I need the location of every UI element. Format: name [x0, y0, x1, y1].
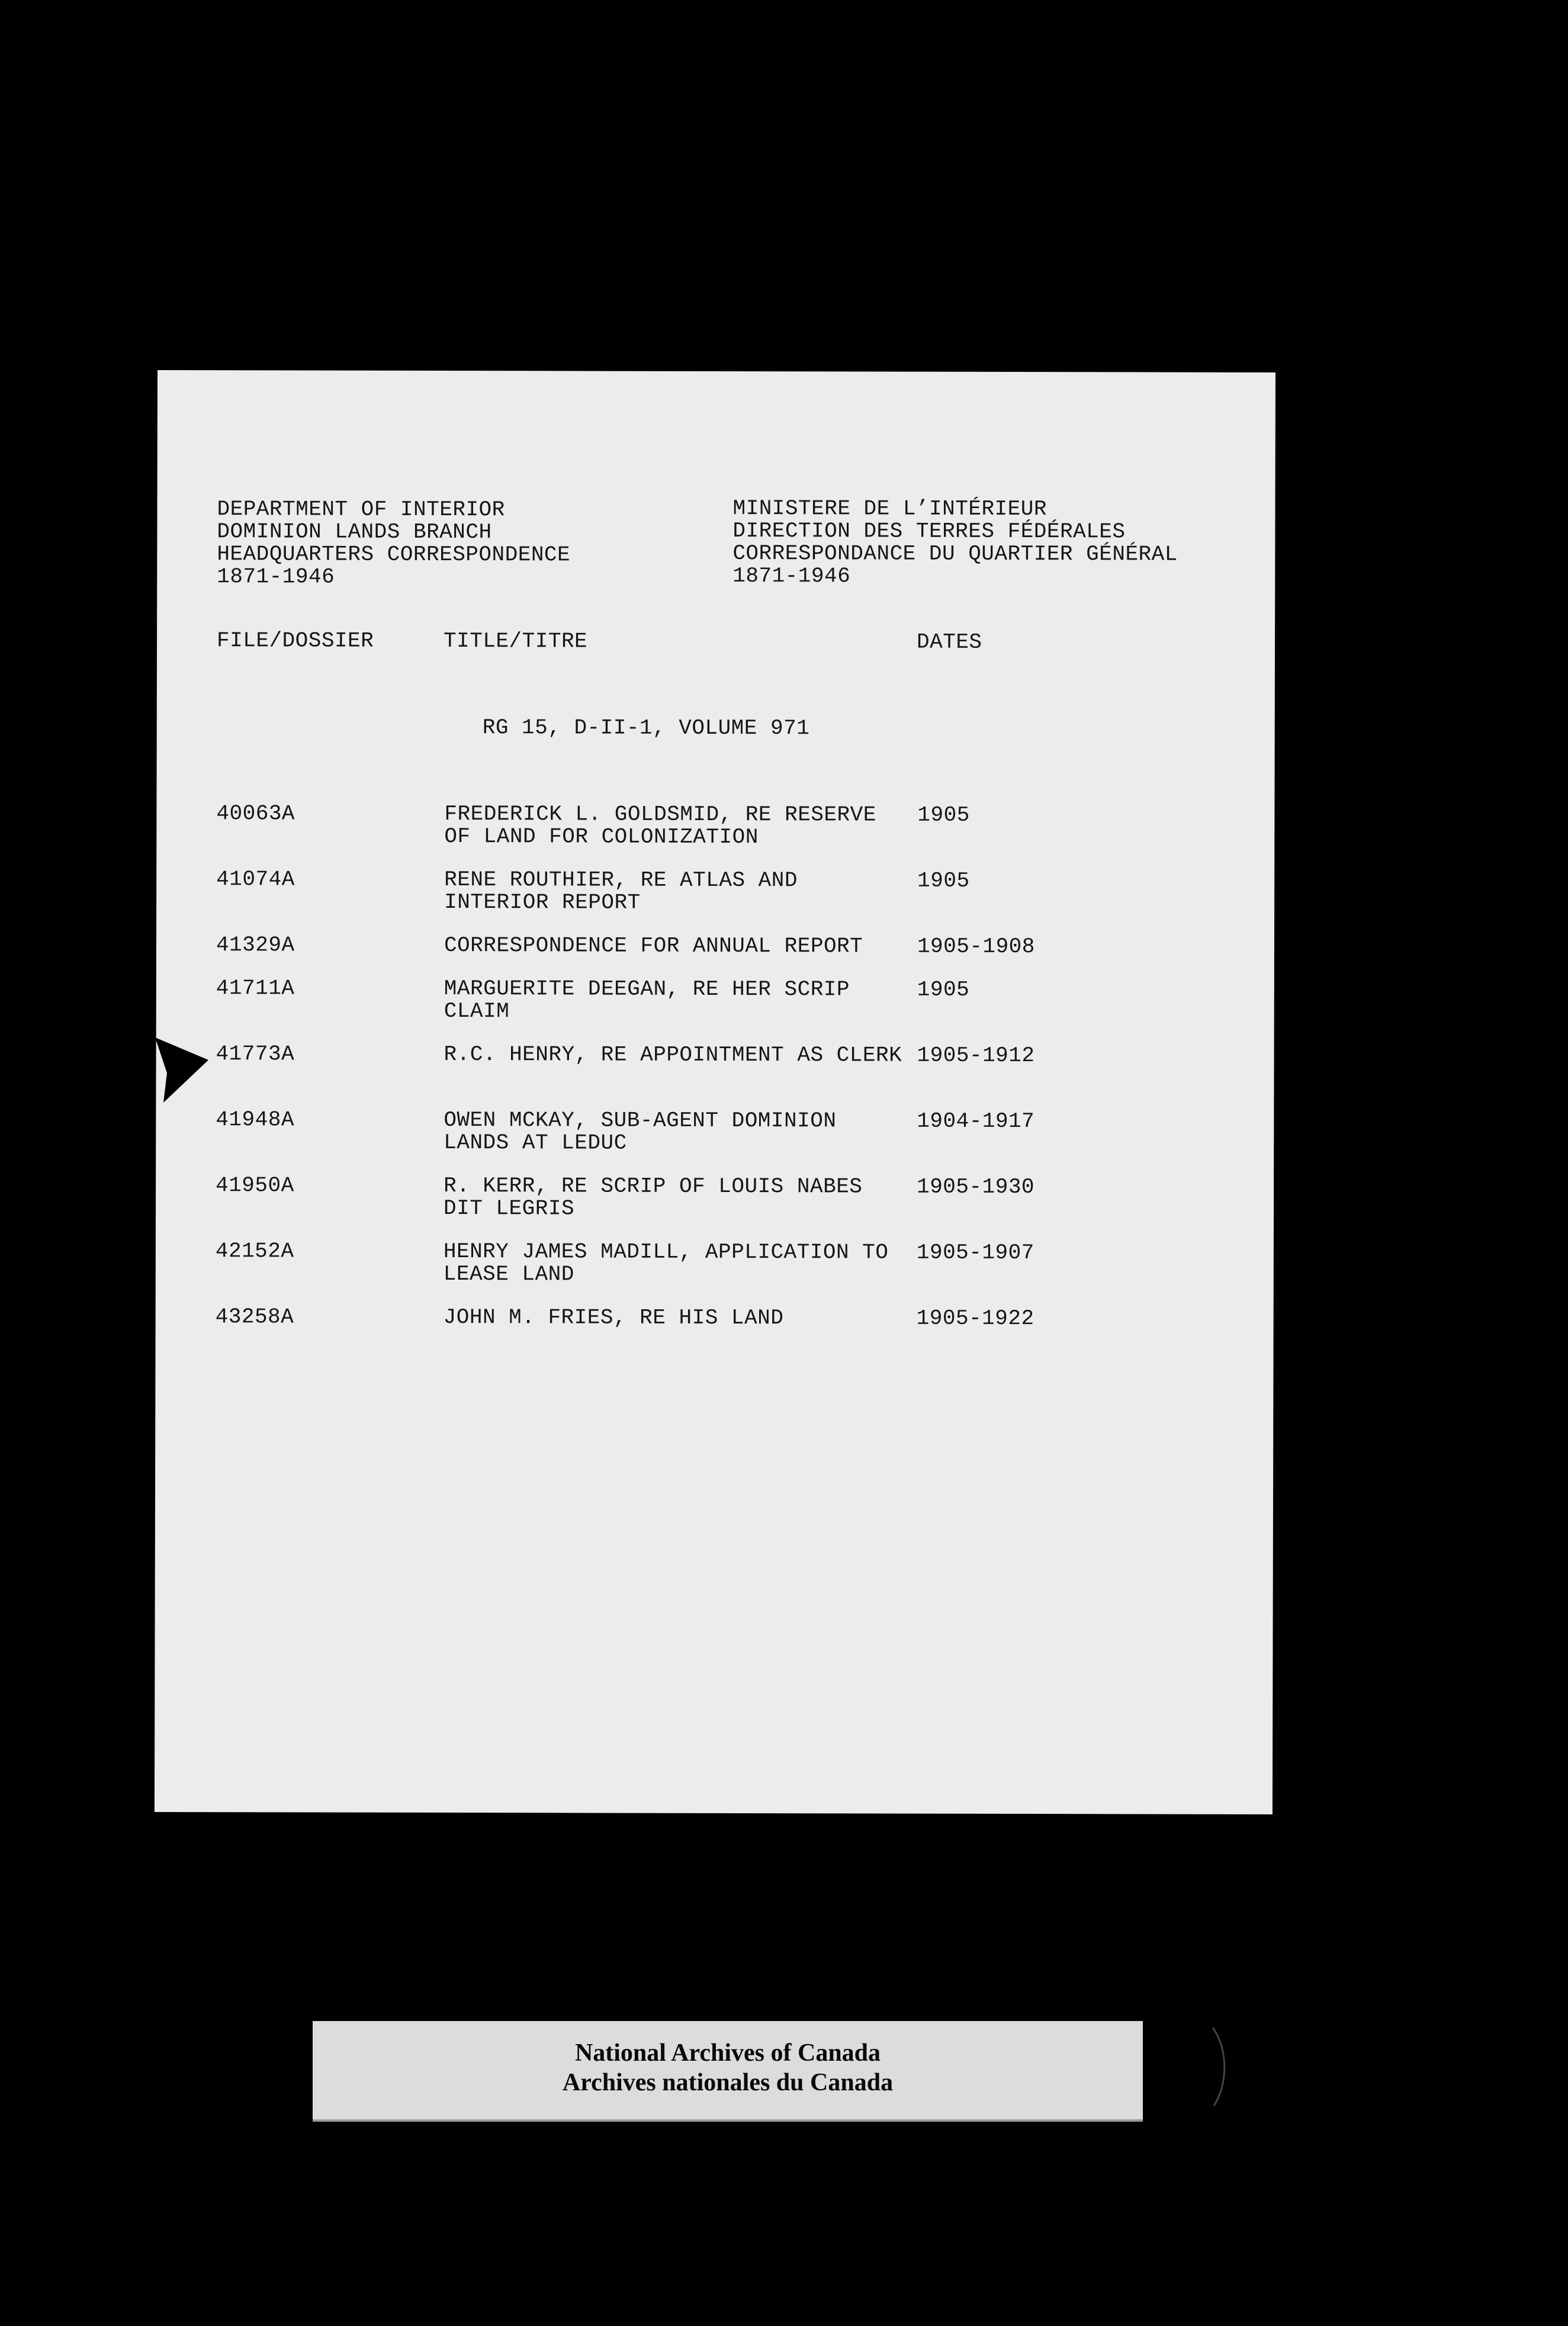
entry-title: R. KERR, RE SCRIP OF LOUIS NABES DIT LEGRIS [443, 1174, 863, 1221]
stamp-line-english: National Archives of Canada [574, 2039, 881, 2067]
entry-title: MARGUERITE DEEGAN, RE HER SCRIP CLAIM [444, 976, 850, 1024]
entry-dates: 1905 [917, 977, 970, 1002]
list-item [156, 1042, 1274, 1068]
header-french [732, 497, 1178, 589]
entry-title: HENRY JAMES MADILL, APPLICATION TO LEASE LAND [443, 1239, 889, 1287]
entry-dates: 1905-1930 [917, 1174, 1035, 1200]
entry-dates: 1905-1912 [917, 1043, 1035, 1068]
archives-stamp [313, 2021, 1143, 2122]
header-line: MINISTERE DE L’INTÉRIEUR [732, 496, 1048, 522]
entry-dates: 1904-1917 [917, 1109, 1035, 1134]
entry-title: OWEN MCKAY, SUB-AGENT DOMINION LANDS AT LEDUC [444, 1108, 837, 1155]
entry-dates: 1905 [917, 802, 970, 827]
entry-dates: 1905-1908 [917, 934, 1035, 959]
column-header-dates: DATES [916, 629, 982, 654]
file-number: 40063A [216, 801, 295, 826]
entry-dates: 1905-1922 [916, 1306, 1034, 1331]
file-number: 41948A [216, 1107, 295, 1132]
entry-title: FREDERICK L. GOLDSMID, RE RESERVE OF LAND FOR COLONIZATION [444, 802, 876, 850]
entry-title: CORRESPONDENCE FOR ANNUAL REPORT [444, 933, 863, 959]
column-header-title: TITLE/TITRE [443, 629, 588, 654]
header-line: CORRESPONDANCE DU QUARTIER GÉNÉRAL [732, 541, 1178, 567]
entries-list [156, 801, 1274, 1331]
entry-title: R.C. HENRY, RE APPOINTMENT AS CLERK [444, 1042, 902, 1068]
file-number: 41773A [216, 1042, 295, 1066]
list-item [156, 933, 1274, 959]
list-item [156, 1305, 1274, 1331]
file-number: 41950A [216, 1173, 294, 1198]
document-page [155, 370, 1275, 1814]
list-item [156, 1107, 1274, 1155]
file-number: 42152A [215, 1239, 294, 1264]
list-item [156, 1239, 1274, 1287]
entry-dates: 1905-1907 [916, 1240, 1034, 1265]
column-header-file: FILE/DOSSIER [217, 628, 374, 653]
file-number: 43258A [215, 1305, 294, 1329]
header-line: 1871-1946 [732, 564, 851, 589]
entry-title: JOHN M. FRIES, RE HIS LAND [443, 1305, 784, 1331]
stamp-line-french: Archives nationales du Canada [562, 2069, 894, 2096]
list-item [156, 976, 1274, 1024]
header-line: DEPARTMENT OF INTERIOR [217, 497, 505, 522]
list-item [156, 801, 1274, 850]
volume-heading: RG 15, D-II-1, VOLUME 971 [482, 715, 810, 741]
header-line: 1871-1946 [217, 564, 335, 589]
entry-title: RENE ROUTHIER, RE ATLAS AND INTERIOR REPORT [444, 868, 798, 915]
file-number: 41329A [216, 933, 295, 958]
file-number: 41074A [216, 867, 295, 892]
header-english [217, 498, 570, 589]
file-number: 41711A [216, 976, 295, 1001]
entry-dates: 1905 [917, 868, 970, 893]
list-item [156, 1173, 1274, 1221]
header-line: HEADQUARTERS CORRESPONDENCE [217, 542, 571, 567]
header-line: DOMINION LANDS BRANCH [217, 519, 492, 545]
list-item [156, 867, 1274, 915]
film-edge-mark [1208, 2025, 1232, 2108]
header-line: DIRECTION DES TERRES FÉDÉRALES [732, 519, 1126, 544]
pointer-arrow-icon [155, 1037, 208, 1103]
